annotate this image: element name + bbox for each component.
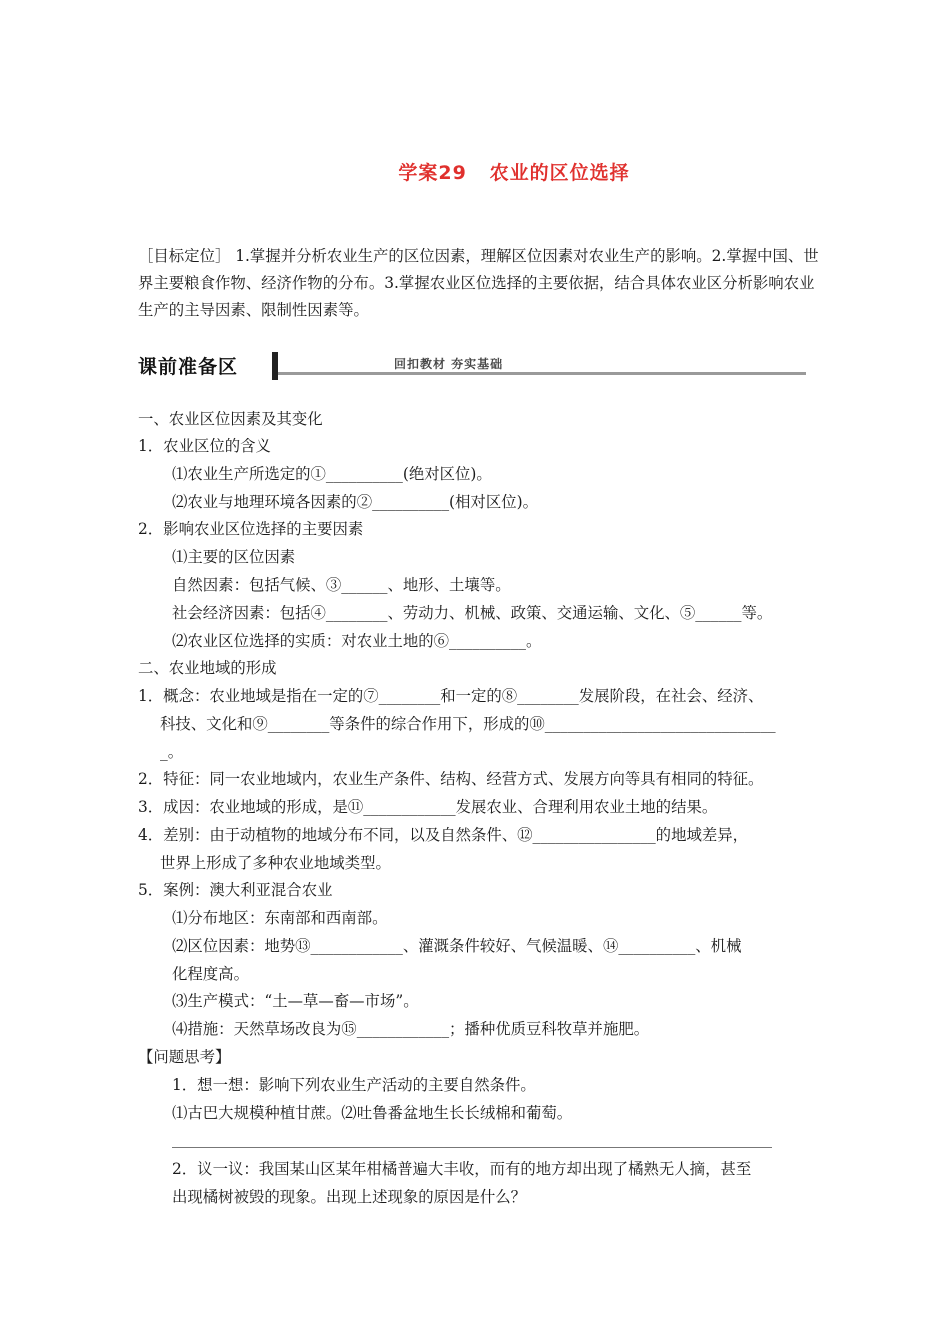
- item-line: ⑵农业区位选择的实质：对农业土地的⑥__________。: [172, 632, 542, 650]
- question-heading: 【问题思考】: [138, 1048, 231, 1066]
- answer-rule: [172, 1147, 772, 1148]
- section-heading: 一、农业区位因素及其变化: [138, 410, 323, 428]
- section-banner-label: 课前准备区: [138, 356, 239, 378]
- question-line: 2．议一议：我国某山区某年柑橘普遍大丰收，而有的地方却出现了橘熟无人摘，甚至: [172, 1160, 752, 1178]
- section-banner-bar: [272, 352, 278, 380]
- section-heading: 二、农业地域的形成: [138, 659, 277, 677]
- item-line: 社会经济因素：包括④________、劳动力、机械、政策、交通运输、文化、⑤______等。: [172, 604, 773, 622]
- item-line: ⑷措施：天然草场改良为⑮____________；播种优质豆科牧草并施肥。: [172, 1020, 650, 1038]
- item-heading: 1．农业区位的含义: [138, 437, 271, 455]
- section-banner: [138, 350, 806, 382]
- section-banner-rule: [278, 372, 806, 375]
- item-line: ⑵区位因素：地势⑬____________、灌溉条件较好、气候温暖、⑭__________、机械: [172, 937, 742, 955]
- item-line: ⑴主要的区位因素: [172, 548, 296, 566]
- page-title: 学案29 农业的区位选择: [398, 162, 630, 184]
- item-line: ⑵农业与地理环境各因素的②__________(相对区位)。: [172, 493, 538, 511]
- learning-objectives: ［目标定位］ 1.掌握并分析农业生产的区位因素，理解区位因素对农业生产的影响。2.掌握中国、世界主要粮食作物、经济作物的分布。3.掌握农业区位选择的主要依据，结合具体农业区分析影响农业生产的主导因素、限制性因素等。: [138, 247, 819, 319]
- item-line: 2．特征：同一农业地域内，农业生产条件、结构、经营方式、发展方向等具有相同的特征。: [138, 770, 764, 788]
- item-line: ⑴分布地区：东南部和西南部。: [172, 909, 388, 927]
- question-line: 1．想一想：影响下列农业生产活动的主要自然条件。: [172, 1076, 536, 1094]
- item-line: 自然因素：包括气候、③______、地形、土壤等。: [172, 576, 511, 594]
- item-line: 科技、文化和⑨________等条件的综合作用下，形成的⑩______________________________: [160, 715, 776, 733]
- item-line: ⑴农业生产所选定的①__________(绝对区位)。: [172, 465, 492, 483]
- question-line: 出现橘树被毁的现象。出现上述现象的原因是什么？: [172, 1188, 526, 1206]
- item-line: 世界上形成了多种农业地域类型。: [160, 854, 391, 872]
- item-heading: 2．影响农业区位选择的主要因素: [138, 520, 364, 538]
- item-heading: 5．案例：澳大利亚混合农业: [138, 881, 333, 899]
- item-line: 4．差别：由于动植物的地域分布不同，以及自然条件、⑫________________的地域差异，: [138, 826, 749, 844]
- item-line: 1．概念：农业地域是指在一定的⑦________和一定的⑧________发展阶段，在社会、经济、: [138, 687, 764, 705]
- question-line: ⑴古巴大规模种植甘蔗。⑵吐鲁番盆地生长长绒棉和葡萄。: [172, 1104, 573, 1122]
- section-banner-subtitle: 回扣教材 夯实基础: [394, 357, 504, 371]
- item-line: ⑶生产模式：“土—草—畜—市场”。: [172, 992, 419, 1010]
- item-line: 化程度高。: [172, 965, 249, 983]
- item-line: 3．成因：农业地域的形成，是⑪____________发展农业、合理利用农业土地的结果。: [138, 798, 718, 816]
- item-line: _。: [160, 743, 184, 761]
